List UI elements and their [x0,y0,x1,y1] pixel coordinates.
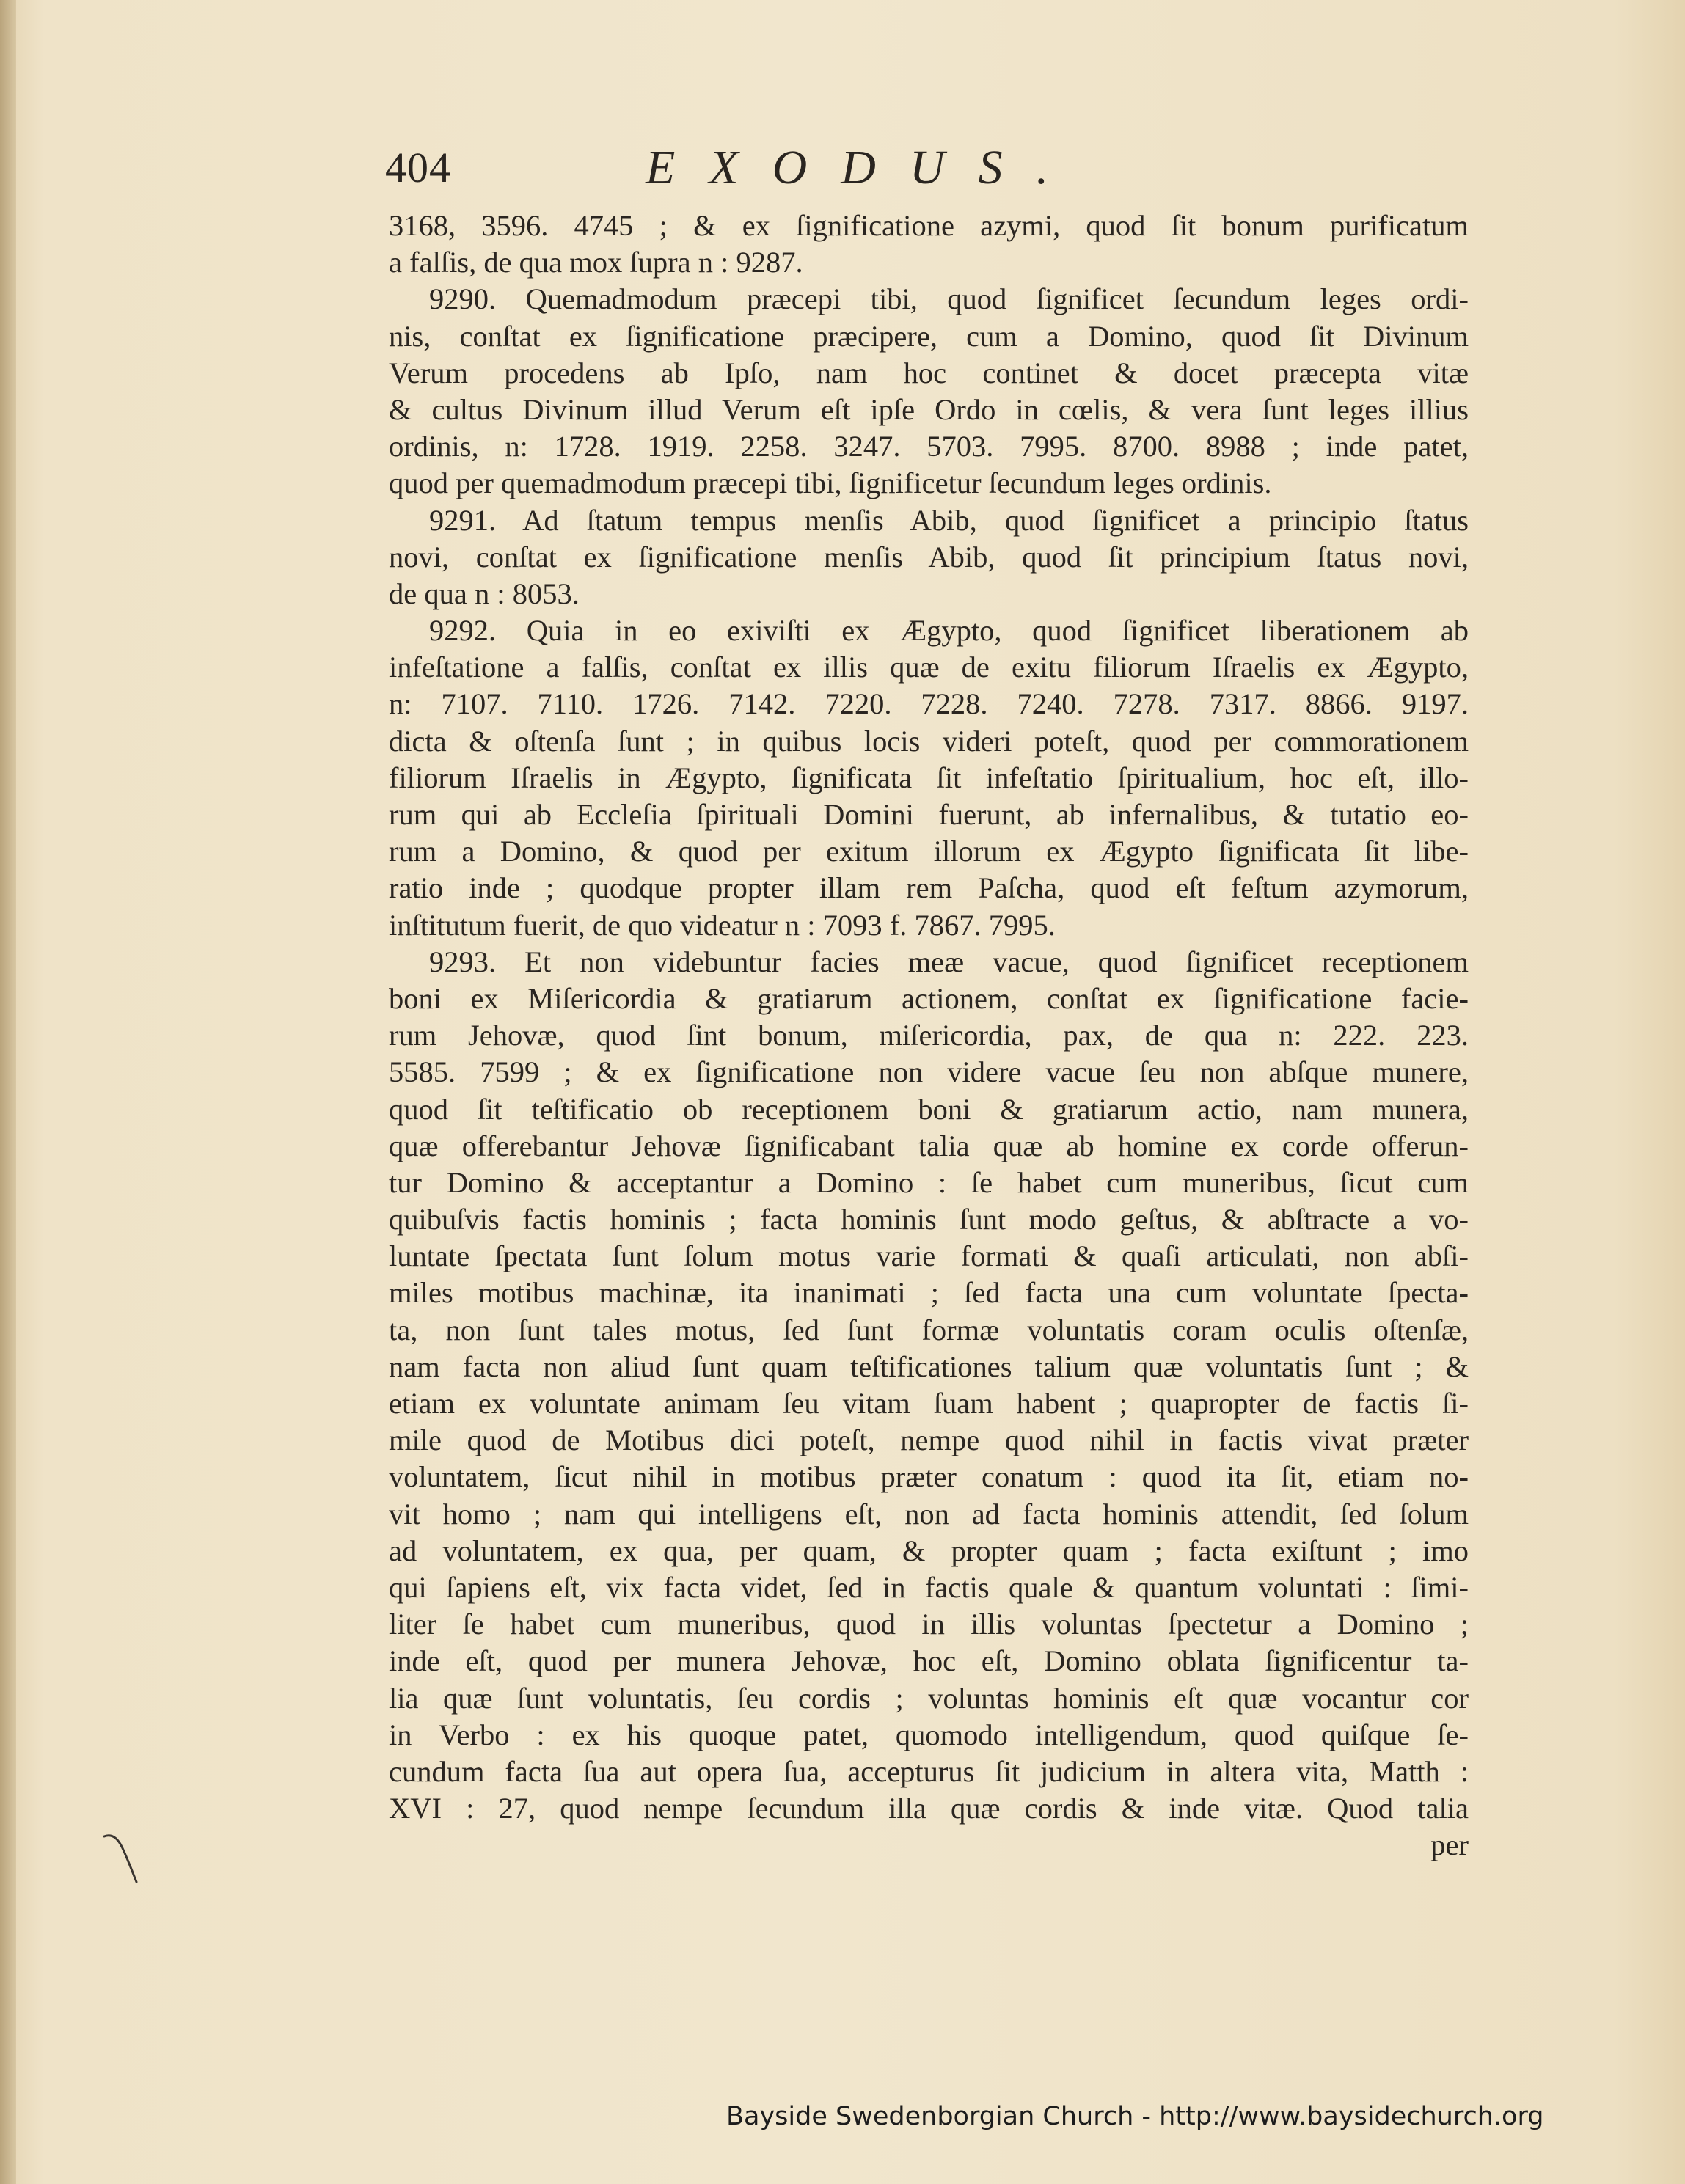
text-line: inſtitutum fuerit, de quo videatur n : 7093 f. 7867. 7995. [389,908,1056,942]
text-line: 9292. Quia in eo exiviſti ex Ægypto, quod ſignificet liberationem ab [429,614,1469,648]
text-line: boni ex Miſericordia & gratiarum actionem, conſtat ex ſignificatione facie- [389,981,1469,1015]
text-line: miles motibus machinæ, ita inanimati ; ſed facta una cum voluntate ſpecta- [389,1276,1469,1310]
page-number: 404 [385,144,451,191]
page-header [385,143,1471,209]
text-line: quod per quemadmodum præcepi tibi, ſignificetur ſecundum leges ordinis. [389,466,1272,500]
text-line: quibuſvis factis hominis ; facta hominis ſunt modo geſtus, & abſtracte a vo- [389,1203,1469,1236]
running-title: EXODUS. [646,141,1083,194]
pencil-mark-icon [101,1831,145,1889]
text-line: inde eſt, quod per munera Jehovæ, hoc eſt, Domino oblata ſignificentur ta- [389,1644,1469,1678]
text-line: luntate ſpectata ſunt ſolum motus varie formati & quaſi articulati, non abſi- [389,1239,1469,1273]
text-line: n: 7107. 7110. 1726. 7142. 7220. 7228. 7240. 7278. 7317. 8866. 9197. [389,687,1469,721]
text-line: ta, non ſunt tales motus, ſed ſunt formæ voluntatis coram oculis oſtenſæ, [389,1313,1469,1346]
text-line: tur Domino & acceptantur a Domino : ſe habet cum muneribus, ſicut cum [389,1165,1469,1199]
body-text [389,208,1469,1864]
text-line: quæ offerebantur Jehovæ ſignificabant talia quæ ab homine ex corde offerun- [389,1129,1469,1162]
text-line: vit homo ; nam qui intelligens eſt, non ad facta hominis attendit, ſed ſolum [389,1497,1469,1531]
text-line: 9293. Et non videbuntur facies meæ vacue, quod ſignificet receptionem [429,945,1469,978]
footer-credit: Bayside Swedenborgian Church - http://www.baysidechurch.org [726,2102,1544,2131]
text-line: nis, conſtat ex ſignificatione præcipere, cum a Domino, quod ſit Divinum [389,319,1469,353]
text-line: 9291. Ad ſtatum tempus menſis Abib, quod ſignificet a principio ſtatus [429,503,1469,537]
text-line: voluntatem, ſicut nihil in motibus præter conatum : quod ita ſit, etiam no- [389,1460,1469,1494]
text-line: ad voluntatem, ex qua, per quam, & propter quam ; facta exiſtunt ; imo [389,1533,1469,1567]
text-line: infeſtatione a falſis, conſtat ex illis quæ de exitu filiorum Iſraelis ex Ægypto, [389,651,1469,684]
text-line: novi, conſtat ex ſignificatione menſis Abib, quod ſit principium ſtatus novi, [389,540,1469,574]
text-line: rum Jehovæ, quod ſint bonum, miſericordia, pax, de qua n: 222. 223. [389,1019,1469,1052]
text-line: dicta & oſtenſa ſunt ; in quibus locis videri poteſt, quod per commorationem [389,724,1469,758]
text-line: a falſis, de qua mox ſupra n : 9287. [389,246,803,279]
text-line: liter ſe habet cum muneribus, quod in illis voluntas ſpectetur a Domino ; [389,1608,1469,1641]
text-line: XVI : 27, quod nempe ſecundum illa quæ cordis & inde vitæ. Quod talia [389,1792,1469,1825]
text-line: nam facta non aliud ſunt quam teſtificationes talium quæ voluntatis ſunt ; & [389,1349,1469,1383]
text-line: filiorum Iſraelis in Ægypto, ſignificata ſit infeſtatio ſpiritualium, hoc eſt, illo- [389,761,1469,794]
text-line: mile quod de Motibus dici poteſt, nempe quod nihil in factis vivat præter [389,1423,1469,1457]
text-line: quod ſit teſtificatio ob receptionem boni & gratiarum actio, nam munera, [389,1092,1469,1126]
text-line: & cultus Divinum illud Verum eſt ipſe Ordo in cœlis, & vera ſunt leges illius [389,392,1469,426]
text-line: per [1430,1828,1469,1862]
text-line: lia quæ ſunt voluntatis, ſeu cordis ; voluntas hominis eſt quæ vocantur cor [389,1681,1469,1715]
text-line: rum qui ab Eccleſia ſpirituali Domini fuerunt, ab infernalibus, & tutatio eo- [389,798,1469,831]
text-line: Verum procedens ab Ipſo, nam hoc continet & docet præcepta vitæ [389,356,1469,389]
text-line: rum a Domino, & quod per exitum illorum ex Ægypto ſignificata ſit libe- [389,835,1469,868]
text-line: ordinis, n: 1728. 1919. 2258. 3247. 5703. 7995. 8700. 8988 ; inde patet, [389,430,1469,463]
text-line: cundum facta ſua aut opera ſua, accepturus ſit judicium in altera vita, Matth : [389,1754,1469,1788]
text-line: 5585. 7599 ; & ex ſignificatione non videre vacue ſeu non abſque munere, [389,1055,1469,1089]
text-line: 3168, 3596. 4745 ; & ex ſignificatione azymi, quod ſit bonum purificatum [389,209,1469,242]
text-line: etiam ex voluntate animam ſeu vitam ſuam habent ; quapropter de factis ſi- [389,1387,1469,1420]
text-line: ratio inde ; quodque propter illam rem Paſcha, quod eſt feſtum azymorum, [389,871,1469,905]
text-line: de qua n : 8053. [389,576,580,610]
text-line: 9290. Quemadmodum præcepi tibi, quod ſignificet ſecundum leges ordi- [429,282,1469,316]
text-line: qui ſapiens eſt, vix facta videt, ſed in factis quale & quantum voluntati : ſimi- [389,1570,1469,1604]
page-binding-edge [0,0,16,2184]
text-line: in Verbo : ex his quoque patet, quomodo intelligendum, quod quiſque ſe- [389,1718,1469,1751]
